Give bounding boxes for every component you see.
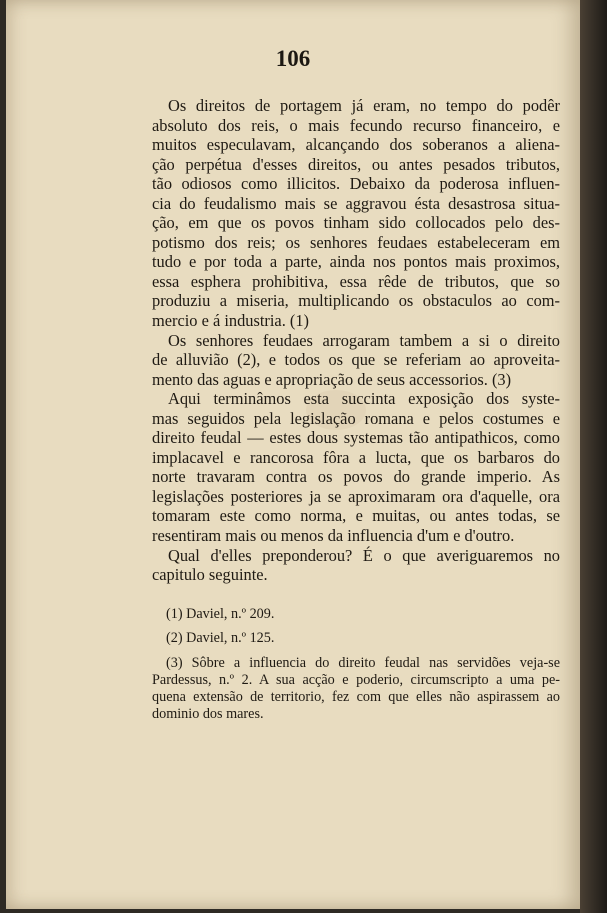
body-line: capitulo seguinte. <box>152 565 268 585</box>
body-line: tudo e por toda a parte, ainda nos pontos mais proximos, <box>152 252 560 272</box>
body-line: implacavel e rancorosa fôra a lucta, que os barbaros do <box>152 447 560 467</box>
body-line: mento das aguas e apropriação de seus accessorios. (3) <box>152 369 512 389</box>
body-line: tomaram este como norma, e muitas, ou antes todas, se <box>152 506 560 526</box>
body-line: absoluto dos reis, o mais fecundo recurso financeiro, e <box>152 115 560 135</box>
book-gutter-edge <box>580 0 607 913</box>
footnote: (1) Daviel, n.º 209. <box>166 606 275 622</box>
body-line: legislações posteriores ja se aproximaram ora d'aquelle, ora <box>152 486 560 506</box>
book-page <box>6 0 580 909</box>
body-line: muitos especulavam, alcançando dos soberanos a aliena- <box>152 135 560 155</box>
page-number: 106 <box>275 46 311 71</box>
body-line: Aqui terminâmos esta succinta exposição dos syste- <box>168 389 560 409</box>
body-line: Os direitos de portagem já eram, no tempo do podêr <box>168 96 560 115</box>
body-line: direito feudal — estes dous systemas tão antipathicos, como <box>152 428 560 448</box>
body-line: essa esphera prohibitiva, essa rêde de tributos, que so <box>152 271 560 291</box>
footnote-line: quena extensão de territorio, fez com que elles não aspirassem ao <box>152 689 560 706</box>
footnotes <box>152 606 560 724</box>
body-line: Os senhores feudaes arrogaram tambem a si o direito <box>168 330 560 350</box>
footnote-line: (3) Sôbre a influencia do direito feudal nas servidões veja-se <box>166 654 560 671</box>
body-text <box>152 96 560 585</box>
body-line: mas seguidos pela legislação romana e pelos costumes e <box>152 408 560 428</box>
body-line: produziu a miseria, multiplicando os obstaculos ao com- <box>152 291 560 311</box>
body-line: ção, em que os povos tinham sido collocados pelo des- <box>152 213 560 233</box>
body-line: norte travaram contra os povos do grande imperio. As <box>152 467 560 487</box>
footnote-line: Pardessus, n.º 2. A sua acção e poderio, circumscripto a uma pe- <box>152 671 560 688</box>
body-line: cia do feudalismo mais se aggravou ésta desastrosa situa- <box>152 193 560 213</box>
body-line: ção perpétua d'esses direitos, ou antes pesados tributos, <box>152 154 560 174</box>
body-line: Qual d'elles preponderou? É o que averiguaremos no <box>168 545 560 565</box>
footnote: (2) Daviel, n.º 125. <box>166 630 275 647</box>
footnote <box>152 655 560 724</box>
body-line: mercio e á industria. (1) <box>152 311 310 331</box>
body-line: potismo dos reis; os senhores feudaes estabeleceram em <box>152 232 560 252</box>
footnote-line: dominio dos mares. <box>152 706 264 723</box>
body-line: resentiram mais ou menos da influencia d'um e d'outro. <box>152 526 515 546</box>
body-line: tão odiosos como illicitos. Debaixo da poderosa influen- <box>152 174 560 194</box>
body-line: de alluvião (2), e todos os que se referiam ao aproveita- <box>152 350 560 370</box>
